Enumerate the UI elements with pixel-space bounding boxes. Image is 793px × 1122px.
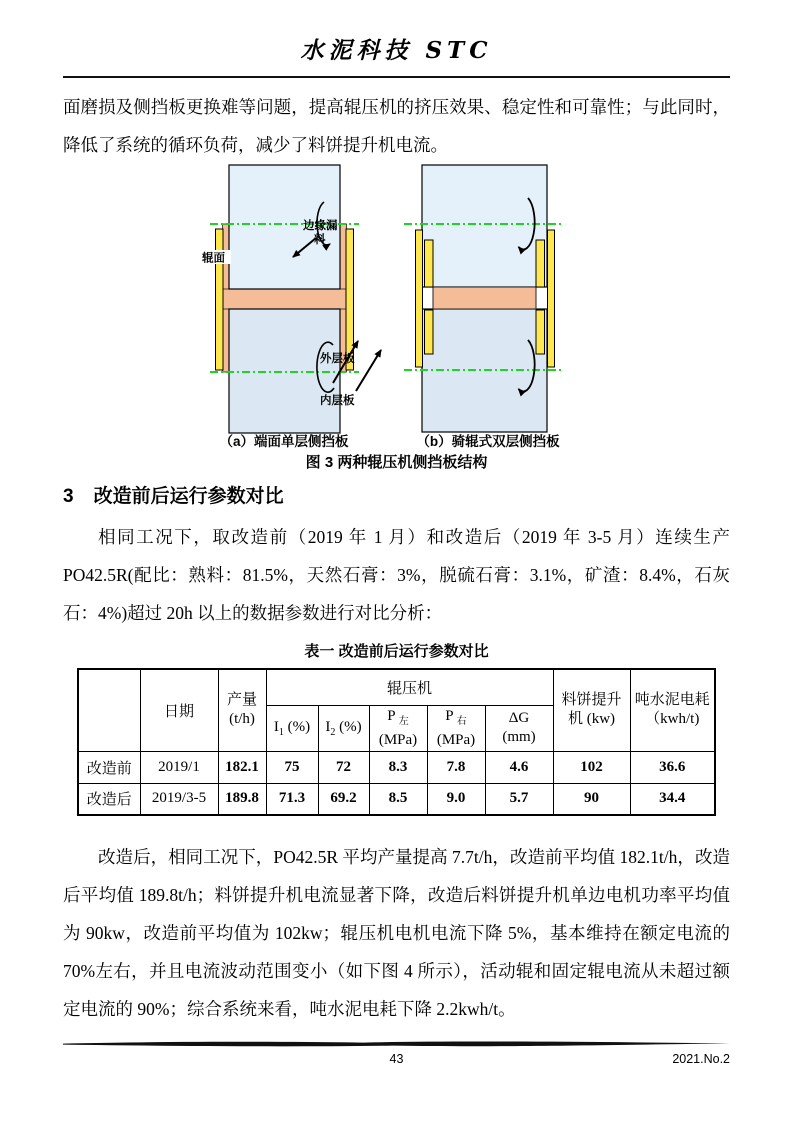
label-roller-face: 辊面 [201, 252, 225, 265]
cell-output: 189.8 [218, 783, 266, 815]
col-header-p-right: P $_右$ (MPa) [427, 705, 485, 751]
subcaption-b: （b）骑辊式双层侧挡板 [415, 434, 560, 449]
section-heading [63, 484, 730, 510]
paragraph-intro: 面磨损及侧挡板更换难等问题，提高辊压机的挤压效果、稳定性和可靠性；与此同时，降低了系统的循环负荷，减少了料饼提升机电流。 [63, 97, 730, 155]
cell-elevator: 102 [553, 751, 630, 783]
diagram-a [201, 165, 381, 449]
label-edge-leak-2: 料 [313, 234, 325, 246]
col-header-elevator [553, 669, 630, 751]
paragraph-results: 改造后，相同工况下，PO42.5R 平均产量提高 7.7t/h，改造前平均值 182.1t/h，改造后平均值 189.8t/h；料饼提升机电流显著下降，改造后料饼提升机单边电机功率平均值为 90kw，改造前平均值为 102kw；辊压机电机电流下降 5%，基本维持在额定电流的 70%左右，并且电流波动范围变小（如下图 4 所示），活动辊和固定辊电流从未超过额定电流的 90%；综合系统来看，吨水泥电耗下降 2.2kwh/t。 [63, 847, 730, 1019]
journal-title: 水泥科技 STC [300, 37, 493, 64]
inner-plate-arrow-icon [356, 350, 381, 391]
outer-baffle-right [547, 230, 554, 367]
cell-p-left: 8.3 [369, 751, 427, 783]
table-header-row-1 [78, 669, 715, 705]
col-header-p-left: P $_左$ (MPa) [369, 705, 427, 751]
corner-cell [78, 669, 140, 751]
output-label: 产量 [226, 692, 257, 709]
cell-date: 2019/3-5 [140, 783, 218, 815]
cell-elevator: 90 [553, 783, 630, 815]
col-header-dg: ΔG (mm) [485, 705, 553, 751]
paragraph-conditions: 相同工况下，取改造前（2019 年 1 月）和改造后（2019 年 3-5 月）连续生产 PO42.5R(配比：熟料：81.5%，天然石膏：3%，脱硫石膏：3.1%，矿渣：8.4%，石灰石：4%)超过 20h 以上的数据参数进行对比分析： [63, 527, 730, 623]
parameters-table [77, 668, 716, 816]
output-unit: (t/h) [229, 711, 255, 728]
label-outer-plate: 外层板 [319, 353, 354, 365]
cell-power: 36.6 [630, 751, 715, 783]
section-title: 改造前后运行参数对比 [93, 486, 284, 507]
row-label: 改造前 [78, 751, 140, 783]
inner-baffle-left-top [424, 240, 433, 287]
cell-i2: 72 [318, 751, 369, 783]
cell-i2: 69.2 [318, 783, 369, 815]
page-number: 43 [389, 1052, 404, 1066]
roller-top-face [422, 165, 547, 287]
outer-baffle-left [415, 230, 422, 367]
table-caption: 表一 改造前后运行参数对比 [304, 643, 489, 660]
cell-p-right: 7.8 [427, 751, 485, 783]
figure-diagram [187, 164, 607, 452]
col-group-roller-press: 辊压机 [266, 669, 553, 705]
material-band [433, 287, 536, 309]
cell-power: 34.4 [630, 783, 715, 815]
section-number: 3 [63, 486, 74, 507]
cell-i1: 71.3 [266, 783, 318, 815]
table-row-before [78, 751, 715, 783]
diagram-b [404, 165, 562, 449]
figure-caption: 图 3 两种辊压机侧挡板结构 [305, 454, 488, 471]
inner-baffle-right-bottom [536, 310, 545, 354]
cell-p-left: 8.5 [369, 783, 427, 815]
cell-i1: 75 [266, 751, 318, 783]
cell-p-right: 9.0 [427, 783, 485, 815]
header-rule [63, 76, 730, 78]
inner-baffle-left-bottom [424, 310, 433, 354]
power-unit: （kwh/t) [645, 711, 700, 728]
col-header-i1: $I_1$ (%) [266, 705, 318, 751]
cell-output: 182.1 [218, 751, 266, 783]
footer-row [63, 1050, 730, 1068]
table-row-after [78, 783, 715, 815]
cell-dg: 4.6 [485, 751, 553, 783]
cell-dg: 5.7 [485, 783, 553, 815]
figure-roller-baffle [63, 164, 730, 474]
material-band [222, 289, 346, 309]
row-label: 改造后 [78, 783, 140, 815]
col-header-date: 日期 [140, 669, 218, 751]
elevator-unit: 机 (kw) [567, 711, 616, 728]
footer-decorative-rule [63, 1040, 730, 1048]
col-header-i2: $I_2$ (%) [318, 705, 369, 751]
cell-date: 2019/1 [140, 751, 218, 783]
issue-number: 2021.No.2 [672, 1052, 730, 1066]
subcaption-a: （a）端面单层侧挡板 [218, 434, 349, 449]
label-inner-plate: 内层板 [319, 395, 354, 407]
inner-baffle-right-top [536, 240, 545, 287]
page-footer [63, 1040, 730, 1068]
col-header-output [218, 669, 266, 751]
label-edge-leak-1: 边缘漏 [302, 220, 337, 232]
elevator-label: 料饼提升 [561, 692, 622, 709]
col-header-power [630, 669, 715, 751]
power-label: 吨水泥电耗 [634, 692, 710, 709]
